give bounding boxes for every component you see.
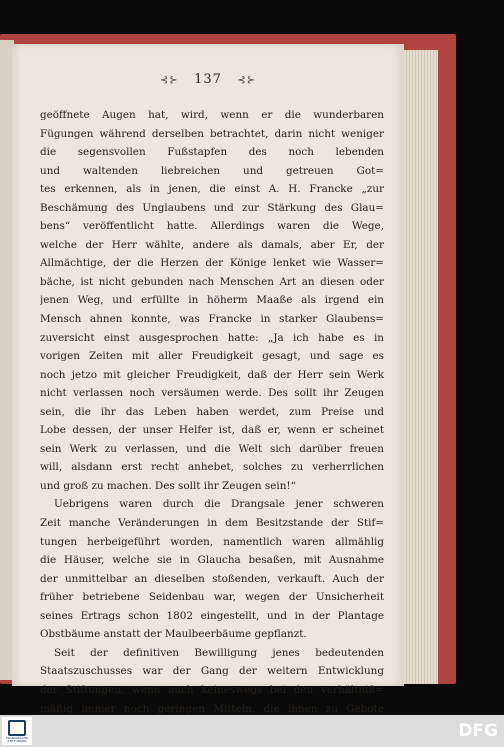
text-line: Allmächtige, der die Herzen der Könige lenket wie Wasser= [40,257,384,270]
page-text [40,106,384,737]
franckesche-stiftungen-logo[interactable] [2,717,32,745]
text-line: Lobe dessen, der unser Helfer ist, daß er, wenn er scheinet [40,424,384,437]
text-line: bens“ veröffentlicht hatte. Allerdings waren die Wege, [40,220,384,233]
text-line: noch jetzo mit gleicher Freudigkeit, daß der Herr sein Werk [40,368,384,381]
text-line: tes erkennen, als in jenen, die einst A. H. Francke „zur [40,183,384,196]
text-line: Beschämung des Unglaubens und zur Stärkung des Glau= [40,201,384,214]
text-line: die segensvollen Fußstapfen des noch lebenden [40,146,384,159]
text-line: Fügungen während derselben betrachtet, darin nicht weniger [40,127,384,140]
text-line: bäche, ist nicht gebunden nach Menschen Art an diesen oder [40,275,384,288]
text-line: der unmittelbar an dieselben stoßenden, verkauft. Auch der [40,572,384,585]
text-line: und waltenden liebreichen und getreuen Got= [40,164,384,177]
text-line: mäßig immer noch geringen Mitteln, die ihnen zu Gebote [40,702,384,715]
text-line: Staatszuschusses war der Gang der weitern Entwicklung [40,665,384,678]
text-line: Seit der definitiven Bewilligung jenes bedeutenden [54,646,384,659]
text-line: früher betriebene Seidenbau war, wegen der Unsicherheit [40,591,384,604]
text-line: und groß zu machen. Des sollt ihr Zeugen sein!“ [40,479,296,492]
text-line: Uebrigens waren durch die Drangsale jener schweren [54,498,384,511]
text-line: vorigen Zeiten mit aller Freudigkeit gesagt, und sage es [40,350,384,363]
text-line: Mensch ahnen konnte, was Francke in starker Glaubens= [40,313,384,326]
text-line: Zeit manche Veränderungen in dem Besitzstande der Stif= [40,517,384,530]
page-number: 137 [194,72,222,87]
text-line: der Stiftungen, wenn auch keineswegs bei den verhältniß= [40,683,384,696]
text-line: geöffnete Augen hat, wird, wenn er die wunderbaren [40,109,384,121]
text-line: sein, die ihr das Leben haben werdet, zum Preise und [40,405,384,418]
logo-text: FRANCKESCHE STIFTUNGEN [5,735,29,743]
ornament-right-icon: ⊰⊱ [237,75,257,86]
text-line: sein Werk zu verlassen, und die Welt sich darüber freuen [40,442,384,455]
text-line: will, alsdann erst recht anhebet, solches zu verherrlichen [40,461,384,474]
text-line: seines Ertrags schon 1802 eingestellt, und in der Plantage [40,609,384,622]
text-line: jenen Weg, und erfüllte in höherm Maaße als irgend ein [40,294,384,307]
viewer-footer [0,715,504,747]
book [0,30,460,715]
text-line: die Häuser, welche sie in Glaucha besaßen, mit Ausnahme [40,554,384,567]
text-line: tungen herbeigeführt worden, namentlich waren allmählig [40,535,384,548]
text-line: welche der Herr wählte, andere als damals, aber Er, der [40,238,384,251]
ornament-left-icon: ⊰⊱ [159,75,179,86]
text-line: nicht verlassen noch versäumen werde. Des sollt ihr Zeugen [40,387,384,400]
dfg-logo[interactable]: DFG [458,721,498,741]
building-icon [8,720,26,736]
book-page [12,44,404,715]
text-line: zuversicht einst ausgesprochen hatte: „Ja ich habe es in [40,331,384,344]
page-header [12,72,404,87]
text-line: Obstbäume anstatt der Maulbeerbäume gepflanzt. [40,628,307,641]
page-edges [404,50,438,684]
